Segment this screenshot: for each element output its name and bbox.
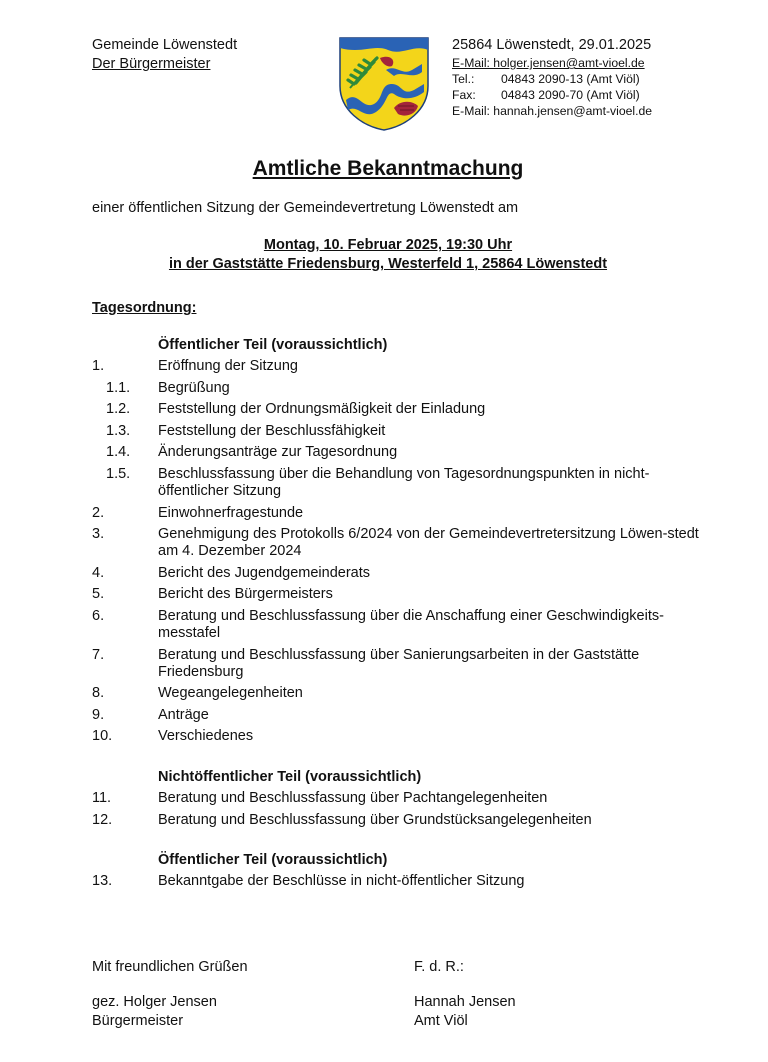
tel-value: 04843 2090-13 (Amt Viöl) bbox=[501, 72, 640, 86]
agenda-item: 1.3. Feststellung der Beschlussfähigkeit bbox=[106, 422, 386, 439]
signature-block-mayor bbox=[92, 958, 248, 1031]
mayor-email-link[interactable]: E-Mail: holger.jensen@amt-vioel.de bbox=[452, 56, 645, 70]
tel-label: Tel.: bbox=[452, 72, 475, 86]
agenda-item: 3. Genehmigung des Protokolls 6/2024 von der Gemeindevertretersitzung Löwen-stedt am 4. Dezember 2024 bbox=[92, 526, 699, 560]
agenda-heading: Tagesordnung: bbox=[92, 300, 197, 316]
meeting-date: Montag, 10. Februar 2025, 19:30 Uhr bbox=[263, 237, 513, 253]
agenda-item: 1.5. Beschlussfassung über die Behandlung von Tagesordnungspunkten in nicht-öffentlicher Sitzung bbox=[106, 465, 650, 499]
fdr-note: F. d. R.: bbox=[414, 959, 464, 975]
municipality-name: Gemeinde Löwenstedt bbox=[92, 37, 238, 53]
agenda-item: 1.2. Feststellung der Ordnungsmäßigkeit der Einladung bbox=[106, 401, 486, 418]
agenda-list bbox=[92, 336, 722, 895]
intro-text: einer öffentlichen Sitzung der Gemeindevertretung Löwenstedt am bbox=[92, 200, 519, 216]
agenda-item: 1.1. Begrüßung bbox=[106, 379, 230, 396]
mayor-signature: gez. Holger Jensen bbox=[92, 994, 217, 1010]
place-date: 25864 Löwenstedt, 29.01.2025 bbox=[452, 37, 652, 53]
agenda-item: 6. Beratung und Beschlussfassung über die Anschaffung einer Geschwindigkeits-messtafel bbox=[92, 607, 664, 641]
agenda-item: 9. Anträge bbox=[92, 706, 209, 723]
agenda-item: 7. Beratung und Beschlussfassung über Sanierungsarbeiten in der Gaststätte Friedensburg bbox=[92, 646, 640, 680]
agenda-item: 1.4. Änderungsanträge zur Tagesordnung bbox=[106, 444, 398, 461]
closing-greeting: Mit freundlichen Grüßen bbox=[92, 959, 248, 975]
clerk-email: E-Mail: hannah.jensen@amt-vioel.de bbox=[452, 104, 653, 118]
contact-block bbox=[452, 36, 752, 119]
agenda-item: 10. Verschiedenes bbox=[92, 728, 254, 745]
agenda-item: 12. Beratung und Beschlussfassung über Grundstücksangelegenheiten bbox=[92, 811, 592, 828]
fax-row bbox=[452, 87, 752, 103]
meeting-details bbox=[0, 236, 768, 274]
agenda-item: 1. Eröffnung der Sitzung bbox=[92, 358, 298, 374]
agenda-item: 4. Bericht des Jugendgemeinderats bbox=[92, 564, 370, 581]
document-title: Amtliche Bekanntmachung bbox=[252, 157, 524, 180]
agenda-item: 2. Einwohnerfragestunde bbox=[92, 504, 304, 521]
fax-label: Fax: bbox=[452, 88, 476, 102]
agenda-item: 13. Bekanntgabe der Beschlüsse in nicht-öffentlicher Sitzung bbox=[92, 873, 525, 890]
clerk-name: Hannah Jensen bbox=[414, 994, 516, 1010]
sender-block bbox=[92, 36, 237, 74]
coat-of-arms-icon bbox=[336, 34, 432, 132]
signature-block-clerk bbox=[414, 958, 516, 1031]
agenda-item: 11. Beratung und Beschlussfassung über Pachtangelegenheiten bbox=[92, 789, 548, 806]
agenda-item: 5. Bericht des Bürgermeisters bbox=[92, 586, 333, 603]
section-public-1: Öffentlicher Teil (voraussichtlich) bbox=[158, 337, 388, 353]
section-nonpublic: Nichtöffentlicher Teil (voraussichtlich) bbox=[158, 768, 422, 785]
section-public-2: Öffentlicher Teil (voraussichtlich) bbox=[158, 852, 388, 869]
mayor-office: Der Bürgermeister bbox=[92, 56, 211, 72]
meeting-location: in der Gaststätte Friedensburg, Westerfeld 1, 25864 Löwenstedt bbox=[168, 256, 608, 272]
clerk-office: Amt Viöl bbox=[414, 1013, 468, 1029]
agenda-item: 8. Wegeangelegenheiten bbox=[92, 685, 303, 702]
mayor-role: Bürgermeister bbox=[92, 1013, 184, 1029]
fax-value: 04843 2090-70 (Amt Viöl) bbox=[501, 88, 640, 102]
phone-row bbox=[452, 71, 752, 87]
